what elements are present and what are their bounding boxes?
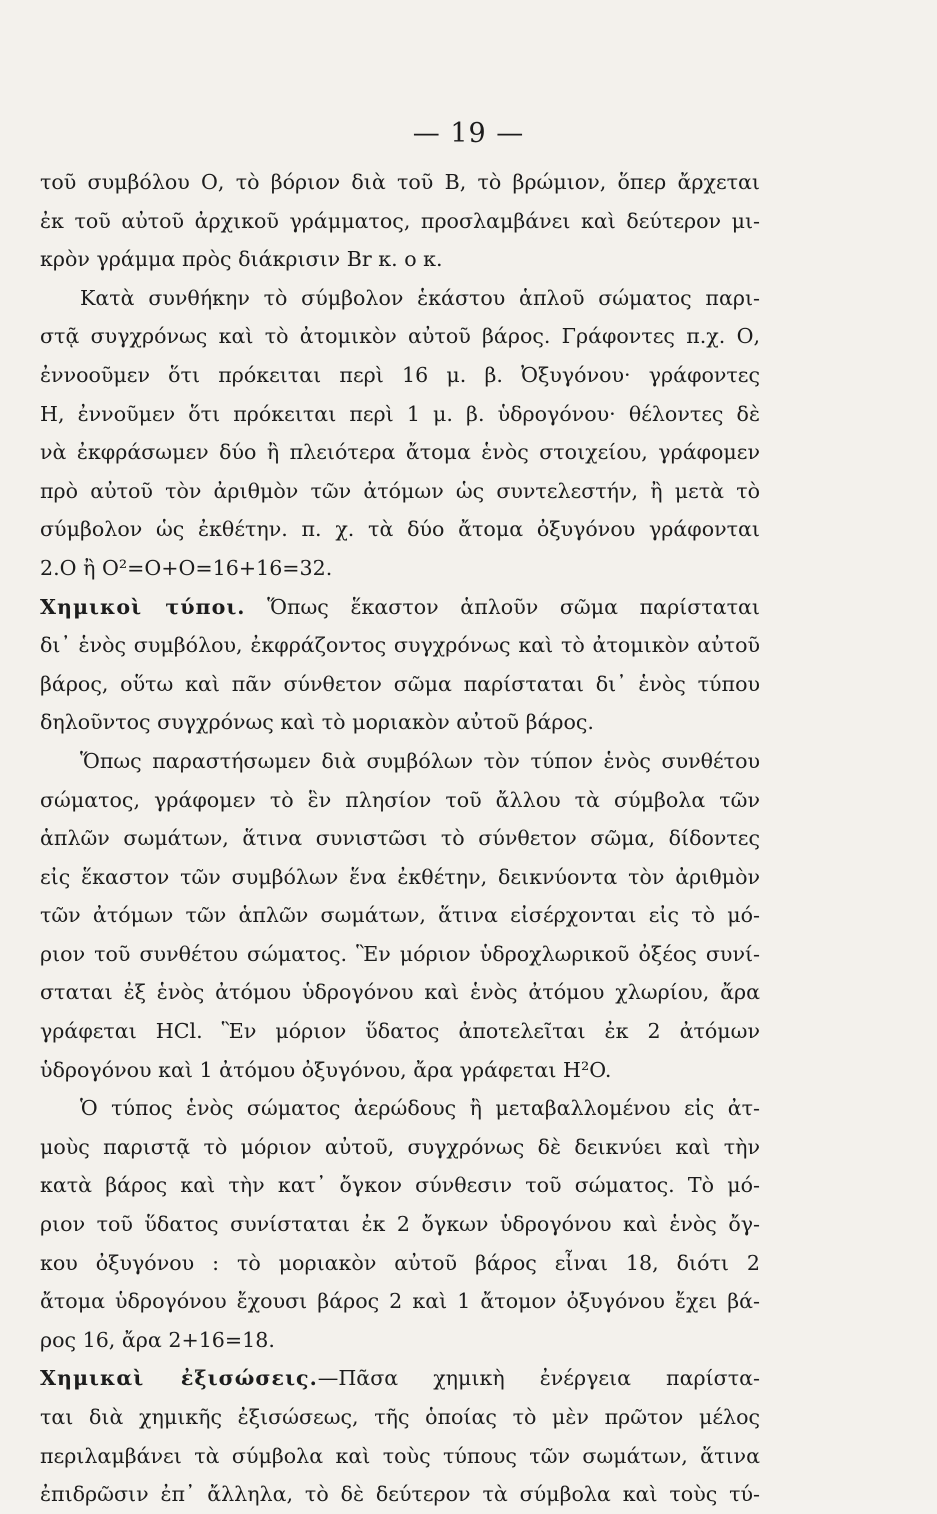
section-line (40, 1359, 760, 1398)
text-line: γράφεται HCl. Ἓν μόριον ὕδατος ἀποτελεῖται ἐκ 2 ἀτόμων (40, 1019, 760, 1044)
text-line: εἰς ἕκαστον τῶν συμβόλων ἕνα ἐκθέτην, δεικνύοντα τὸν ἀριθμὸν (40, 864, 760, 889)
text-line: περιλαμβάνει τὰ σύμβολα καὶ τοὺς τύπους τῶν σωμάτων, ἅτινα (40, 1443, 760, 1468)
page-number: — 19 — (412, 118, 525, 149)
text-line: σύμβολον ὡς ἐκθέτην. π. χ. τὰ δύο ἄτομα ὀξυγόνου γράφονται (40, 517, 760, 542)
text-line: Ὅπως παραστήσωμεν διὰ συμβόλων τὸν τύπον ἑνὸς συνθέτου (80, 748, 760, 773)
formula-line: 2.Ο ἢ Ο²=Ο+Ο=16+16=32. (40, 555, 333, 580)
text-line: βάρος, οὕτω καὶ πᾶν σύνθετον σῶμα παρίσταται δι᾽ ἑνὸς τύπου (40, 671, 760, 696)
text-line: πρὸ αὐτοῦ τὸν ἀριθμὸν τῶν ἀτόμων ὡς συντελεστήν, ἢ μετὰ τὸ (40, 478, 760, 503)
section-heading-chemical-formulas: Χημικοὶ τύποι. (40, 594, 246, 619)
text-line: δηλοῦντος συγχρόνως καὶ τὸ μοριακὸν αὐτοῦ βάρος. (40, 710, 594, 735)
section-text: Ὅπως ἕκαστον ἁπλοῦν σῶμα παρίσταται (245, 594, 760, 619)
text-line: σώματος, γράφομεν τὸ ἓν πλησίον τοῦ ἄλλου τὰ σύμβολα τῶν (40, 787, 760, 812)
text-line: Η, ἐννοῦμεν ὅτι πρόκειται περὶ 1 μ. β. ὑδρογόνου· θέλοντες δὲ (40, 401, 760, 426)
text-line: ἄτομα ὑδρογόνου ἔχουσι βάρος 2 καὶ 1 ἄτομον ὀξυγόνου ἔχει βά- (40, 1289, 760, 1314)
text-line: ἁπλῶν σωμάτων, ἅτινα συνιστῶσι τὸ σύνθετον σῶμα, δίδοντες (40, 826, 760, 851)
section-text: —Πᾶσα χημικὴ ἐνέργεια παρίστα- (317, 1366, 760, 1391)
text-line: ριον τοῦ συνθέτου σώματος. Ἓν μόριον ὑδροχλωρικοῦ ὀξέος συνί- (40, 941, 760, 966)
text-line: δι᾽ ἑνὸς συμβόλου, ἐκφράζοντος συγχρόνως καὶ τὸ ἀτομικὸν αὐτοῦ (40, 633, 760, 658)
text-line: στᾷ συγχρόνως καὶ τὸ ἀτομικὸν αὐτοῦ βάρος. Γράφοντες π.χ. Ο, (40, 324, 760, 349)
text-line: ἐκ τοῦ αὐτοῦ ἀρχικοῦ γράμματος, προσλαμβάνει καὶ δεύτερον μι- (40, 208, 760, 233)
text-line: ται διὰ χημικῆς ἐξισώσεως, τῆς ὁποίας τὸ μὲν πρῶτον μέλος (40, 1405, 760, 1429)
page-body (40, 163, 760, 1514)
text-line: ριον τοῦ ὕδατος συνίσταται ἐκ 2 ὄγκων ὑδρογόνου καὶ ἑνὸς ὄγ- (40, 1212, 760, 1237)
text-line: τοῦ συμβόλου Ο, τὸ βόριον διὰ τοῦ Β, τὸ βρώμιον, ὅπερ ἄρχεται (40, 170, 760, 194)
section-heading-chemical-equations: Χημικαὶ ἐξισώσεις. (40, 1366, 318, 1391)
text-line: νὰ ἐκφράσωμεν δύο ἢ πλειότερα ἄτομα ἑνὸς στοιχείου, γράφομεν (40, 440, 760, 465)
text-line: κατὰ βάρος καὶ τὴν κατ᾽ ὄγκον σύνθεσιν τοῦ σώματος. Τὸ μό- (40, 1173, 760, 1198)
text-line: ἐπιδρῶσιν ἐπ᾽ ἄλληλα, τὸ δὲ δεύτερον τὰ σύμβολα καὶ τοὺς τύ- (40, 1482, 760, 1507)
formula-line: ρος 16, ἄρα 2+16=18. (40, 1327, 275, 1352)
text-line: μοὺς παριστᾷ τὸ μόριον αὐτοῦ, συγχρόνως δὲ δεικνύει καὶ τὴν (40, 1134, 760, 1159)
text-line: τῶν ἀτόμων τῶν ἁπλῶν σωμάτων, ἅτινα εἰσέρχονται εἰς τὸ μό- (40, 903, 760, 928)
text-line: ὑδρογόνου καὶ 1 ἀτόμου ὀξυγόνου, ἄρα γράφεται H²O. (40, 1057, 612, 1082)
text-line: Κατὰ συνθήκην τὸ σύμβολον ἑκάστου ἁπλοῦ σώματος παρι- (80, 285, 760, 310)
text-line: κρὸν γράμμα πρὸς διάκρισιν Br κ. ο κ. (40, 247, 443, 272)
section-line (40, 588, 760, 627)
text-line: κου ὀξυγόνου : τὸ μοριακὸν αὐτοῦ βάρος εἶναι 18, διότι 2 (40, 1250, 760, 1275)
text-line: ἐννοοῦμεν ὅτι πρόκειται περὶ 16 μ. β. Ὀξυγόνου· γράφοντες (40, 362, 760, 387)
text-line: σταται ἐξ ἑνὸς ἀτόμου ὑδρογόνου καὶ ἑνὸς ἀτόμου χλωρίου, ἄρα (40, 980, 760, 1005)
text-line: Ὁ τύπος ἑνὸς σώματος ἀερώδους ἢ μεταβαλλομένου εἰς ἀτ- (80, 1096, 760, 1121)
